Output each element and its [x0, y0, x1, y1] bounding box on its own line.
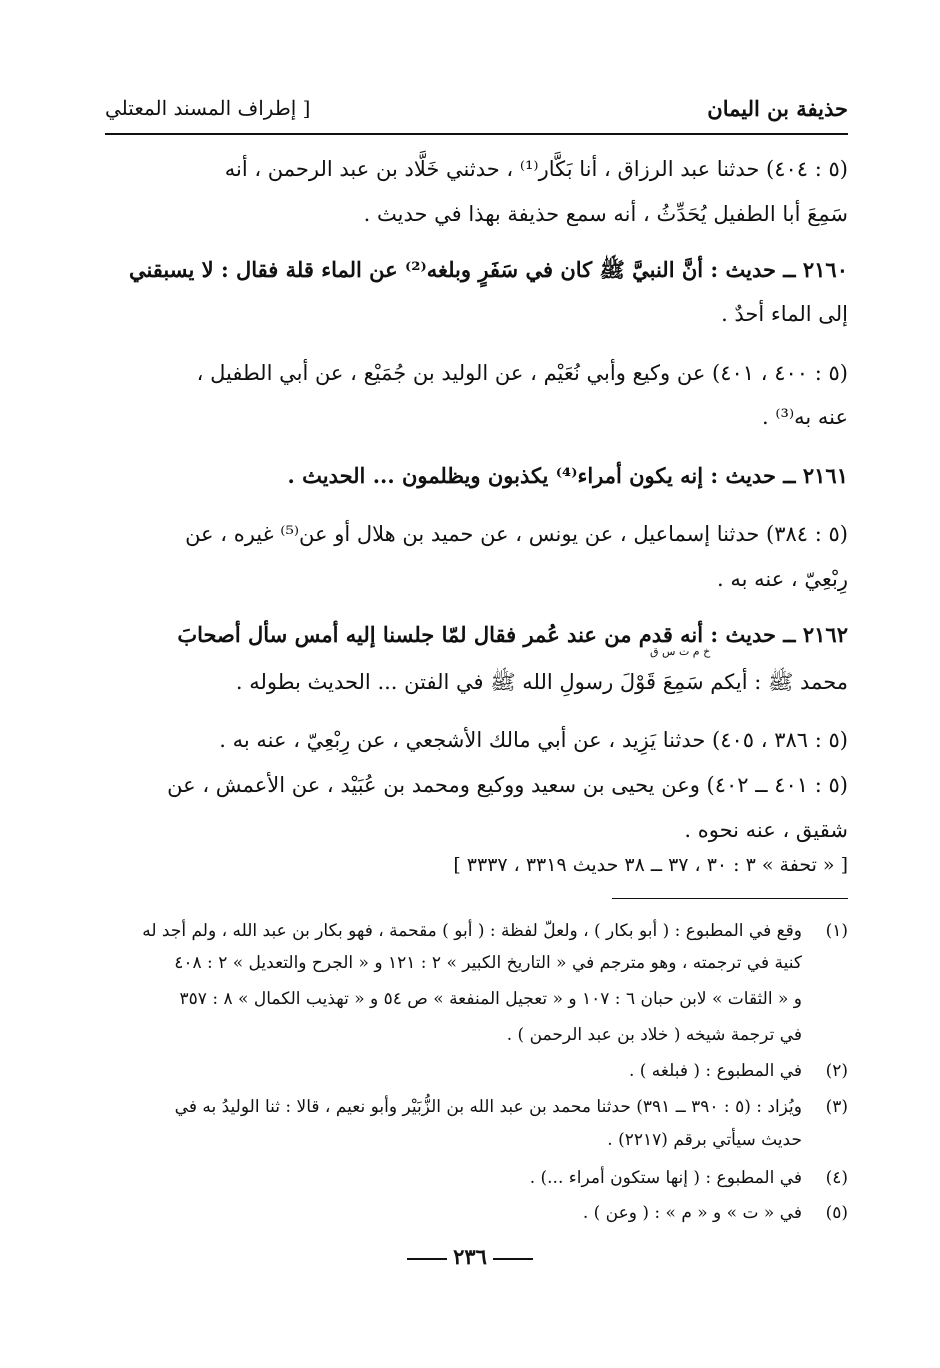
hadith-2161-heading: ٢١٦١ ــ حديث : إنه يكون أمراء⁽⁴⁾ يكذبون ويظلمون ... الحديث . [287, 463, 848, 488]
footnote-number: (٢) [825, 1061, 848, 1081]
footnote-text: وقع في المطبوع : ( أبو بكار ) ، ولعلّ لفظة : ( أبو ) مقحمة ، فهو بكار بن عبد الله ، ولم أجد له [142, 921, 802, 941]
footnote-1-cont [105, 986, 848, 1012]
footnote-text: حديث سيأتي برقم (٢٢١٧) . [607, 1130, 802, 1150]
footnote-number: (٤) [825, 1168, 848, 1188]
body-line: (٥ : ٣٨٦ ، ٤٠٥) حدثنا يَزِيد ، عن أبي مالك الأشجعي ، عن رِبْعِيّ ، عنه به . [219, 728, 848, 752]
footnote-text: في المطبوع : ( إنها ستكون أمراء ...) . [529, 1168, 802, 1188]
header-book-title: [ إطراف المسند المعتلي [105, 96, 311, 120]
footnote-text: في المطبوع : ( فبلغه ) . [628, 1061, 802, 1081]
body-line: (٥ : ٤٠١ ــ ٤٠٢) وعن يحيى بن سعيد ووكيع ومحمد بن عُبَيْد ، عن الأعمش ، عن [167, 773, 848, 797]
body-line: (٥ : ٣٨٤) حدثنا إسماعيل ، عن يونس ، عن حميد بن هلال أو عن⁽⁵⁾ غيره ، عن [185, 522, 848, 546]
footnote-1-cont [105, 1022, 848, 1048]
hadith-2162-heading: ٢١٦٢ ــ حديث : أنه قدم من عند عُمر فقال لمّا جلسنا إليه أمس سأل أصحابَ [177, 622, 848, 647]
footnote-text: كنية في ترجمته ، وهو مترجم في « التاريخ الكبير » ٢ : ١٢١ و « الجرح والتعديل » ٢ : ٤٠٨ [174, 953, 802, 973]
siglum-abbreviations: خ م ت س ق [650, 645, 711, 658]
body-line: إلى الماء أحدٌ . [721, 302, 848, 326]
footnote-number: (٣) [825, 1097, 848, 1117]
footnote-1-cont [105, 950, 848, 976]
footnote-2 [105, 1058, 848, 1084]
page-number-footer [0, 1244, 940, 1269]
body-line: عنه به⁽³⁾ . [762, 405, 848, 429]
footnote-3-cont [105, 1127, 848, 1153]
body-line: سَمِعَ أبا الطفيل يُحَدِّثُ ، أنه سمع حذيفة بهذا في حديث . [363, 202, 848, 226]
running-header [105, 96, 848, 130]
page-number-dash [493, 1258, 533, 1260]
footnote-text: و « الثقات » لابن حبان ٦ : ١٠٧ و « تعجيل المنفعة » ص ٥٤ و « تهذيب الكمال » ٨ : ٣٥٧ [179, 989, 802, 1009]
footnote-separator [612, 898, 848, 899]
footnote-text: ويُزاد : (٥ : ٣٩٠ ــ ٣٩١) حدثنا محمد بن عبد الله بن الزُّبَيْر وأبو نعيم ، قالا : ثنا الوليدُ به في [174, 1097, 802, 1117]
body-line: محمد ﷺ : أيكم سَمِعَ قَوْلَ رسولِ الله ﷺ في الفتن ... الحديث بطوله . [235, 670, 848, 694]
footnote-number: (٥) [825, 1203, 848, 1223]
body-line: (٥ : ٤٠٤) حدثنا عبد الرزاق ، أنا بَكَّار⁽¹⁾ ، حدثني خَلَّاد بن عبد الرحمن ، أنه [224, 157, 848, 181]
page-number-dash [407, 1258, 447, 1260]
hadith-2160-heading: ٢١٦٠ ــ حديث : أنَّ النبيَّ ﷺ كان في سَفَرٍ وبلغه⁽²⁾ عن الماء قلة فقال : لا يسبقني [128, 257, 848, 282]
footnote-text: في « ت » و « م » : ( وعن ) . [582, 1203, 802, 1223]
footnote-5 [105, 1200, 848, 1226]
footnote-4 [105, 1165, 848, 1191]
page-number: ٢٣٦ [453, 1244, 487, 1269]
body-line: رِبْعِيّ ، عنه به . [716, 567, 848, 591]
header-chapter-title: حذيفة بن اليمان [707, 96, 848, 121]
header-rule [105, 133, 848, 135]
footnote-number: (١) [825, 921, 848, 941]
footnote-text: في ترجمة شيخه ( خلاد بن عبد الرحمن ) . [506, 1025, 802, 1045]
body-line: (٥ : ٤٠٠ ، ٤٠١) عن وكيع وأبي نُعَيْم ، عن الوليد بن جُمَيْع ، عن أبي الطفيل ، [196, 361, 848, 385]
footnote-3 [105, 1094, 848, 1120]
footnote-1 [105, 918, 848, 944]
body-line: شقيق ، عنه نحوه . [684, 818, 848, 842]
tuhfa-reference: [ « تحفة » ٣ : ٣٠ ، ٣٧ ــ ٣٨ حديث ٣٣١٩ ، ٣٣٣٧ ] [453, 854, 848, 876]
